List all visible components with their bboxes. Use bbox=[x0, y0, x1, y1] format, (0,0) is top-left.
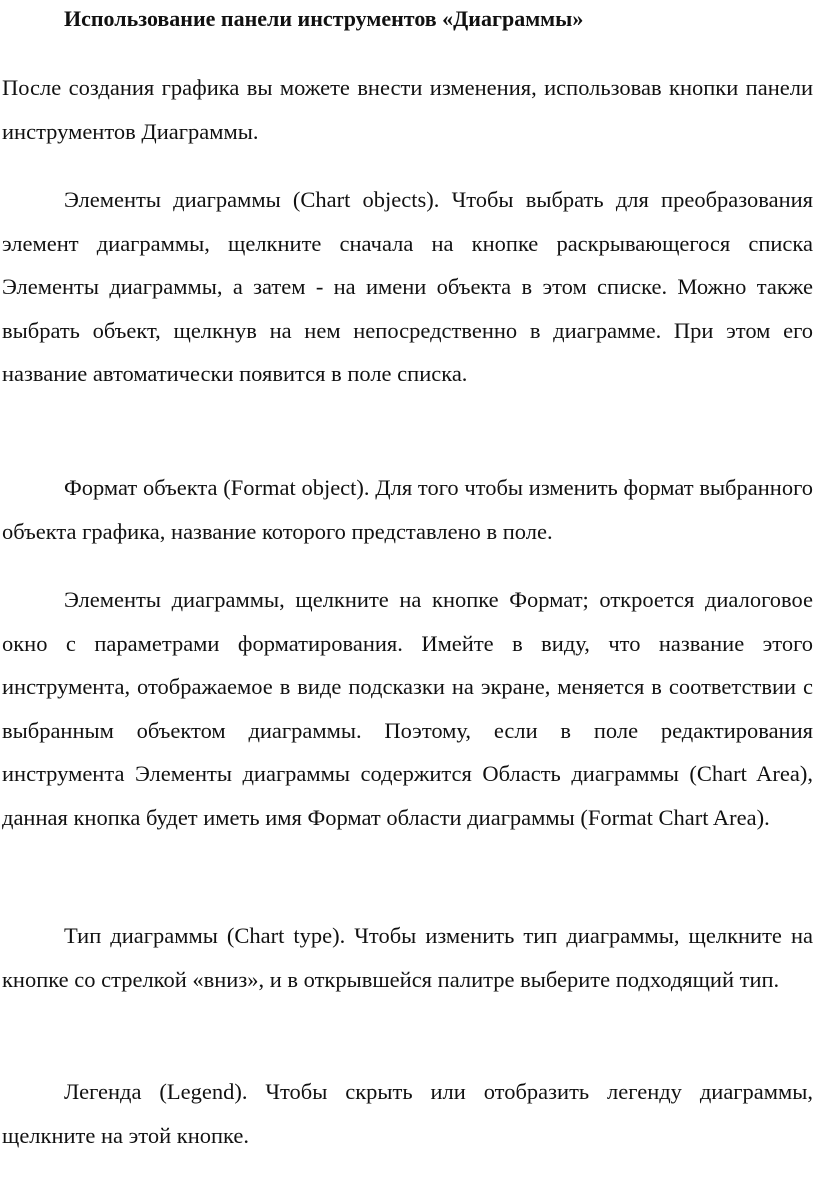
paragraph-format-button: Элементы диаграммы, щелкните на кнопке Формат; откроется диалоговое окно с параметрами форматирования. Имейте в виду, что название этого инструмента, отображаемое в виде подсказки на экране, меняется в соответствии с выбранным объектом диаграммы. Поэтому, если в поле редактирования инструмента Элементы диаграммы содержится Область диаграммы (Chart Area), данная кнопка будет иметь имя Формат области диаграммы (Format Chart Area). bbox=[2, 587, 813, 830]
paragraph-chart-type: Тип диаграммы (Chart type). Чтобы изменить тип диаграммы, щелкните на кнопке со стрелкой «вниз», и в открывшейся палитре выберите подходящий тип. bbox=[2, 923, 813, 992]
paragraph-legend: Легенда (Legend). Чтобы скрыть или отобразить легенду диаграммы, щелкните на этой кнопке. bbox=[2, 1079, 813, 1148]
paragraph-format-object: Формат объекта (Format object). Для того чтобы изменить формат выбранного объекта графика, название которого представлено в поле. bbox=[2, 475, 813, 544]
document-title: Использование панели инструментов «Диаграммы» bbox=[64, 6, 584, 31]
paragraph-chart-objects: Элементы диаграммы (Chart objects). Чтобы выбрать для преобразования элемент диаграммы, щелкните сначала на кнопке раскрывающегося списка Элементы диаграммы, а затем - на имени объекта в этом списке. Можно также выбрать объект, щелкнув на нем непосредственно в диаграмме. При этом его название автоматически появится в поле списка. bbox=[2, 187, 813, 386]
paragraph-intro: После создания графика вы можете внести изменения, использовав кнопки панели инструментов Диаграммы. bbox=[2, 75, 813, 144]
